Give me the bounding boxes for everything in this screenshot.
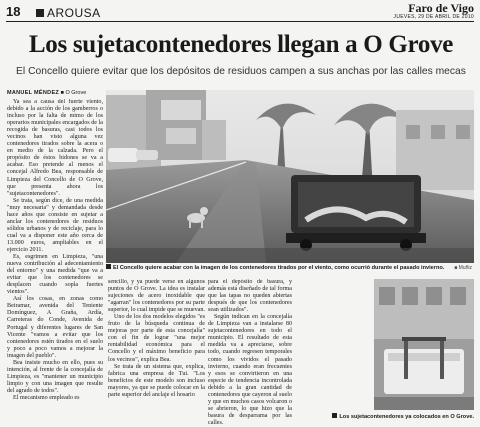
photo-credit [454, 263, 472, 274]
square-bullet-icon [106, 264, 111, 269]
body-column-2 [108, 279, 205, 424]
body-column-1 [7, 99, 103, 421]
page-header [6, 1, 474, 22]
byline-place: O Grove [65, 90, 87, 96]
paragraph: Bea insiste mucho en ello, pues su intención, al frente de la concejalía de Limpieza, es "mantener un municipio limpio y con una imagen que resulte del agrado de todos". [7, 359, 103, 394]
newspaper-name: Faro de Vigo [408, 1, 474, 15]
section-name [36, 5, 101, 21]
caption-text: El Concello quiere acabar con la imagen de los contenedores tirados por el viento, como ocurrió durante el pasado invierno. [113, 265, 445, 271]
paragraph: Es, esgrimen en Limpieza, "una nueva contribución al adecentamiento del entorno" y una medida "que va a evitar que los contenedores se desplacen cuando sopla fuertes vientos". [7, 254, 103, 296]
headline: Los sujetacontenedores llegan a O Grove [28, 31, 454, 58]
street-photo [106, 90, 474, 263]
paragraph: para el depósito de basura, y además está diseñado de tal forma que las tapas no queden abiertas después de que los contenedores sean utilizados". [208, 279, 292, 314]
photo-caption [106, 263, 474, 274]
byline [7, 90, 86, 97]
square-bullet-icon [36, 9, 44, 17]
issue-date: JUEVES, 29 DE ABRIL DE 2010 [393, 14, 474, 20]
section-label: AROUSA [47, 6, 101, 20]
bullet-icon: ■ [454, 265, 459, 271]
container-holder-photo [374, 279, 474, 410]
bullet-icon: ■ [60, 90, 64, 96]
page-number: 18 [6, 4, 21, 19]
paragraph: Uno de los dos modelos elegidos "es fruto de la búsqueda continua de mejoras por parte de esta concejalía" con el fin de lograr "una mejor rentabilidad económica para el Concello y el máximo beneficio para los vecinos", explica Bea. [108, 314, 205, 363]
paragraph: Se trata, según dice, de una medida "muy necesaria" y demandada desde hace años que consiste en sujetar a anclar los contenedores de residuos sólidos urbanos y de reciclaje, para lo cual va a disponer este año cerca de 13.000 euros, ampliables en el ejercicio 2011. [7, 197, 103, 253]
caption-text-2: Los sujetacontenedores ya colocados en O Grove. [339, 414, 474, 420]
paragraph: Según indican en la concejalía de Limpieza van a instalarse 80 sujetacontenedores en todo el municipio. El resultado de esta medida va a apreciarse, sobre todo, cuando regresen temporales como los vividos el pasado invierno, cuando eran frecuentes y esos se convirtieron en una especie de tendencia incontrolada debido a la gran cantidad de contenedores que cayeron al suelo y que en muchos casos volcaron o se abrieron, lo que hizo que la basura de desparrama por las calles. [208, 314, 292, 424]
paragraph: El mecanismo empleado es [13, 394, 80, 401]
body-column-3 [208, 279, 292, 424]
credit-text: Muñiz [458, 265, 472, 271]
byline-author: MANUEL MÉNDEZ [7, 90, 60, 96]
square-bullet-icon [332, 413, 337, 418]
paragraph: Se trata de un sistema que, explica, fabrica una empresa de Tui. "Los beneficios de este modelo son incluso mayores, ya que se puede colocar en la parte superior del anclaje el hosario [108, 363, 205, 398]
paragraph: Ya sea a causa del fuerte viento, debido a la acción de los gamberros o incluso por la falta de mimo de los operarios municipales encargados de la recogida de basuras, casi todos los vecinos han visto alguna vez contenedores tirados sobre la acera o en medio de la calzada. Pero el propósito de éstos bidones se va a acabar. Eso pretende al menos el concejal Alfredo Bea, responsable de Limpieza del Concello de O Grove, que presenta ahora los "sujetacontenedores". [7, 99, 103, 197]
subheadline: El Concello quiere evitar que los depósitos de residuos campen a sus anchas por las calles mecas [16, 66, 466, 77]
photo-caption-2 [292, 412, 474, 422]
paragraph: sencillo, y ya puede verse en algunos puntos de O Grove. La idea es instalar sujeciones de acero inoxidable que "agarran" los contenedores por su parte superior, lo cual impide que se muevan. [108, 279, 205, 314]
container-holder-photo-image [374, 279, 474, 410]
paragraph: Así los cosas, en zonas como Beiramar, avenida del Teniente Domínguez, A Graña, Ardía, Carreteras do Conde, Avenida de Portugal y diferentes lugares de San Vicente "vamos a evitar que los contenedores estén tirados en el suelo y poco a poco vamos a mejorar la imagen del pueblo". [7, 296, 103, 359]
street-photo-image [106, 90, 474, 263]
